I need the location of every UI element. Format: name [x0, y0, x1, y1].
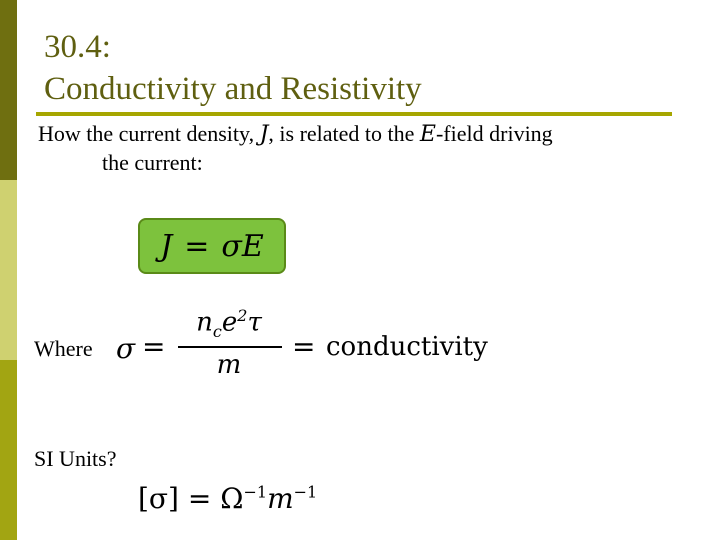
sigma-symbol: σ: [116, 332, 136, 365]
numerator-subscript: c: [212, 321, 222, 341]
units-omega: Ω: [220, 482, 244, 515]
units-lhs: [σ]: [138, 482, 179, 515]
sidebar-segment-bottom: [0, 360, 17, 540]
fraction-bar: [178, 346, 282, 348]
sidebar-segment-middle: [0, 180, 17, 360]
numerator-exponent: 2: [237, 306, 248, 325]
where-label: Where: [34, 336, 93, 361]
fraction-numerator: [174, 306, 284, 341]
title-divider: [36, 112, 672, 116]
conductivity-word: conductivity: [326, 332, 488, 362]
sidebar-segment-top: [0, 0, 17, 180]
equation-equals: =: [184, 228, 210, 264]
conductivity-fraction: [174, 306, 284, 382]
intro-line2: the current:: [102, 150, 203, 175]
si-units-equation: [138, 482, 317, 515]
intro-var-e: E: [419, 122, 436, 147]
boxed-equation: [138, 218, 286, 274]
slide-title-line1: 30.4:: [44, 29, 111, 65]
intro-part1: How the current density,: [38, 121, 260, 146]
definition-equals: =: [142, 330, 166, 363]
equation-lhs: J: [160, 228, 173, 264]
conductivity-definition: [34, 306, 634, 386]
numerator-n: n: [196, 307, 213, 338]
numerator-tau: τ: [247, 307, 262, 338]
units-m-exponent: −1: [293, 482, 318, 502]
fraction-denominator: m: [216, 350, 242, 380]
intro-var-j: J: [259, 122, 269, 147]
sidebar-accent: [0, 0, 17, 540]
units-omega-exponent: −1: [243, 482, 268, 502]
si-units-label: SI Units?: [34, 446, 117, 471]
intro-part3: -field driving: [435, 121, 553, 146]
intro-part2: , is related to the: [268, 121, 420, 146]
units-equals: =: [187, 482, 212, 515]
definition-equals-2: =: [292, 330, 316, 363]
units-m: m: [267, 482, 294, 515]
numerator-e: e: [221, 307, 238, 338]
slide-title: [44, 26, 422, 110]
slide-title-line2: Conductivity and Resistivity: [44, 71, 422, 107]
equation-rhs: σE: [221, 228, 264, 264]
intro-text: [38, 120, 698, 177]
